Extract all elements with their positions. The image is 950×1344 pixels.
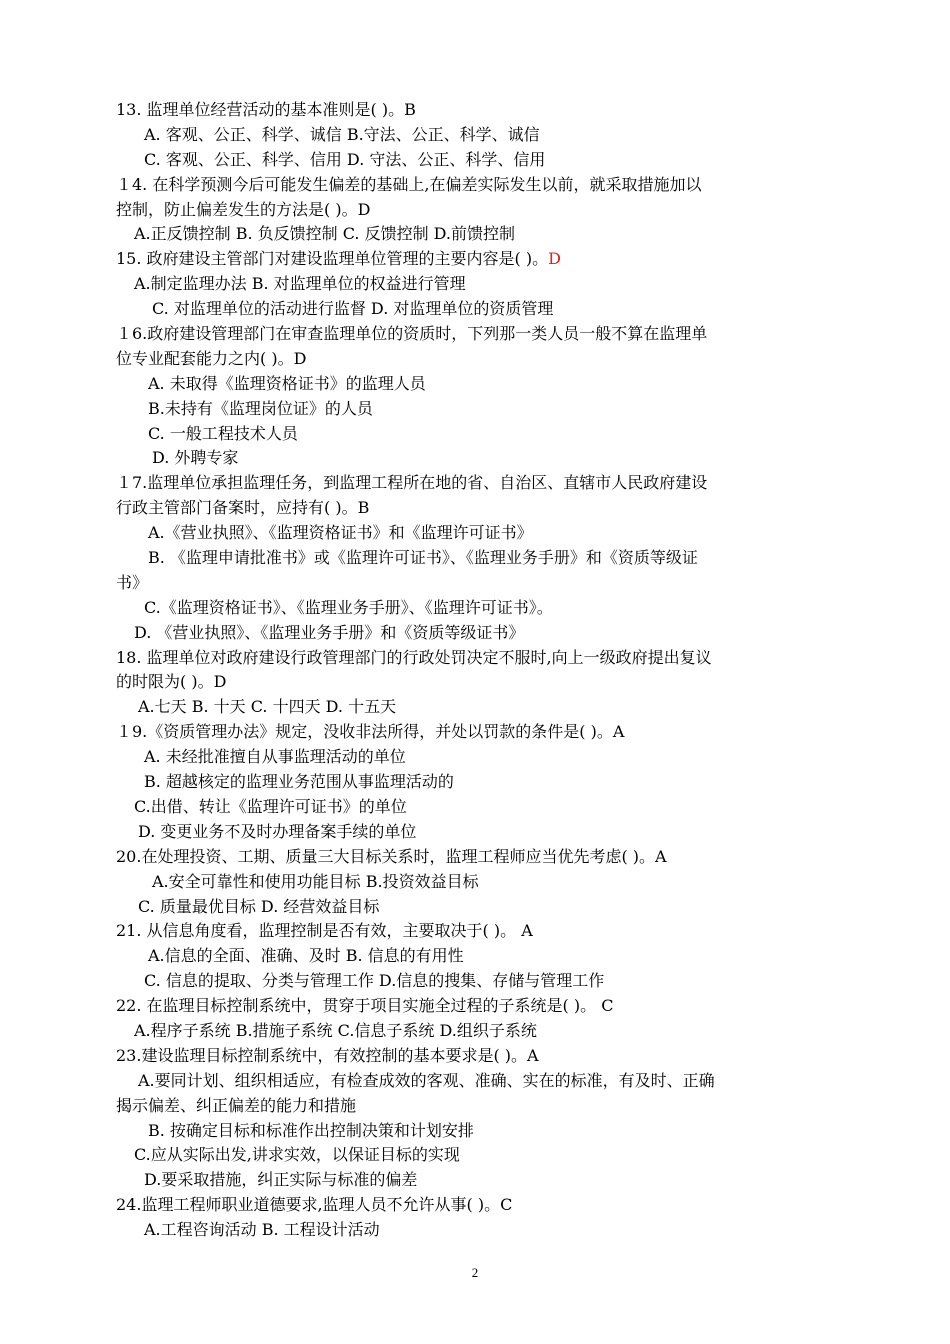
text-line — [116, 745, 836, 770]
text-line — [116, 795, 836, 820]
line-text: A.要同计划、组织相适应，有检查成效的客观、准确、实在的标准，有及时、正确 — [138, 1070, 715, 1090]
line-text: 书》 — [116, 572, 149, 592]
line-text: D. 变更业务不及时办理备案手续的单位 — [138, 821, 417, 841]
text-line — [116, 496, 836, 521]
text-line — [116, 646, 836, 671]
text-line — [116, 1193, 836, 1218]
line-text: １9.《资质管理办法》规定，没收非法所得，并处以罚款的条件是( )。A — [116, 722, 625, 742]
text-line — [116, 422, 836, 447]
text-line — [116, 1143, 836, 1168]
answer-mark: D — [548, 249, 561, 269]
line-text: C. 一般工程技术人员 — [148, 423, 298, 443]
line-text: A.安全可靠性和使用功能目标 B.投资效益目标 — [152, 871, 479, 891]
text-line — [116, 397, 836, 422]
text-line — [116, 895, 836, 920]
text-line — [116, 571, 836, 596]
line-text: １7.监理单位承担监理任务，到监理工程所在地的省、自治区、直辖市人民政府建设 — [116, 473, 708, 493]
text-line — [116, 521, 836, 546]
text-line — [116, 919, 836, 944]
text-line — [116, 1069, 836, 1094]
text-line — [116, 98, 836, 123]
line-text: C. 客观、公正、科学、信用 D. 守法、公正、科学、信用 — [144, 149, 546, 169]
line-text: A.正反馈控制 B. 负反馈控制 C. 反馈控制 D.前馈控制 — [134, 224, 516, 244]
line-text: A.制定监理办法 B. 对监理单位的权益进行管理 — [134, 274, 466, 294]
line-text: B. 超越核定的监理业务范围从事监理活动的 — [144, 772, 454, 792]
text-line — [116, 770, 836, 795]
line-text: C.《监理资格证书》、《监理业务手册》、《监理许可证书》。 — [144, 597, 553, 617]
line-text: C. 质量最优目标 D. 经营效益目标 — [138, 896, 380, 916]
line-text: 控制，防止偏差发生的方法是( )。D — [116, 199, 371, 219]
line-text: C. 对监理单位的活动进行监督 D. 对监理单位的资质管理 — [152, 299, 554, 319]
line-text: 13. 监理单位经营活动的基本准则是( )。B — [116, 100, 416, 119]
line-text: D.要采取措施，纠正实际与标准的偏差 — [144, 1170, 418, 1190]
line-text: 24.监理工程师职业道德要求,监理人员不允许从事( )。C — [116, 1195, 513, 1215]
line-text: １4. 在科学预测今后可能发生偏差的基础上,在偏差实际发生以前，就采取措施加以 — [116, 174, 702, 194]
text-line — [116, 123, 836, 148]
line-text: C. 信息的提取、分类与管理工作 D.信息的搜集、存储与管理工作 — [144, 971, 605, 991]
line-text: 23.建设监理目标控制系统中，有效控制的基本要求是( )。A — [116, 1045, 539, 1065]
text-line — [116, 347, 836, 372]
line-text: A.程序子系统 B.措施子系统 C.信息子系统 D.组织子系统 — [134, 1020, 537, 1040]
line-text: D. 外聘专家 — [152, 448, 239, 468]
line-text: D. 《营业执照》、《监理业务手册》和《资质等级证书》 — [134, 622, 525, 642]
line-text: 的时限为( )。D — [116, 672, 227, 692]
text-line — [116, 621, 836, 646]
text-line — [116, 173, 836, 198]
text-line — [116, 695, 836, 720]
line-text: B. 《监理申请批准书》或《监理许可证书》、《监理业务手册》和《资质等级证 — [148, 548, 698, 568]
line-text: 揭示偏差、纠正偏差的能力和措施 — [116, 1095, 357, 1115]
text-line — [116, 1019, 836, 1044]
text-line — [116, 1119, 836, 1144]
line-text: A.工程咨询活动 B. 工程设计活动 — [144, 1220, 380, 1240]
line-text: 位专业配套能力之内( )。D — [116, 348, 307, 368]
line-text: B.未持有《监理岗位证》的人员 — [148, 398, 373, 418]
text-line — [116, 969, 836, 994]
text-line — [116, 820, 836, 845]
text-line — [116, 471, 836, 496]
text-line — [116, 870, 836, 895]
text-line — [116, 272, 836, 297]
page-number: 2 — [471, 1265, 479, 1280]
text-line — [116, 944, 836, 969]
line-text: 21. 从信息角度看，监理控制是否有效，主要取决于( )。 A — [116, 921, 533, 941]
text-line — [116, 297, 836, 322]
text-line — [116, 546, 836, 571]
line-text: A. 未取得《监理资格证书》的监理人员 — [148, 373, 426, 393]
line-text: １6.政府建设管理部门在审查监理单位的资质时，下列那一类人员一般不算在监理单 — [116, 324, 708, 344]
line-text: C.出借、转让《监理许可证书》的单位 — [134, 796, 407, 816]
text-line — [116, 198, 836, 223]
line-text: A. 客观、公正、科学、诚信 B.守法、公正、科学、诚信 — [144, 124, 540, 144]
text-line — [116, 247, 836, 272]
text-line — [116, 1044, 836, 1069]
text-line — [116, 372, 836, 397]
text-line — [116, 446, 836, 471]
line-text: A.信息的全面、准确、及时 B. 信息的有用性 — [148, 946, 464, 966]
line-text: A.《营业执照》、《监理资格证书》和《监理许可证书》 — [148, 523, 533, 543]
text-line — [116, 845, 836, 870]
document-body — [116, 98, 836, 1243]
line-text: C.应从实际出发,讲求实效，以保证目标的实现 — [134, 1145, 460, 1165]
text-line — [116, 148, 836, 173]
text-line — [116, 1218, 836, 1243]
text-line — [116, 596, 836, 621]
line-text: 18. 监理单位对政府建设行政管理部门的行政处罚决定不服时,向上一级政府提出复议 — [116, 647, 712, 667]
text-line — [116, 720, 836, 745]
line-text: 22. 在监理目标控制系统中，贯穿于项目实施全过程的子系统是( )。 C — [116, 996, 614, 1016]
text-line — [116, 222, 836, 247]
text-line — [116, 994, 836, 1019]
line-text: A.七天 B. 十天 C. 十四天 D. 十五天 — [138, 697, 397, 717]
line-text: 15. 政府建设主管部门对建设监理单位管理的主要内容是( )。 — [116, 249, 549, 269]
line-text: 行政主管部门备案时，应持有( )。B — [116, 498, 370, 518]
text-line — [116, 1094, 836, 1119]
line-text: 20.在处理投资、工期、质量三大目标关系时，监理工程师应当优先考虑( )。A — [116, 846, 667, 866]
text-line — [116, 1168, 836, 1193]
text-line — [116, 322, 836, 347]
text-line — [116, 670, 836, 695]
line-text: A. 未经批准擅自从事监理活动的单位 — [144, 747, 406, 767]
line-text: B. 按确定目标和标准作出控制决策和计划安排 — [148, 1120, 474, 1140]
